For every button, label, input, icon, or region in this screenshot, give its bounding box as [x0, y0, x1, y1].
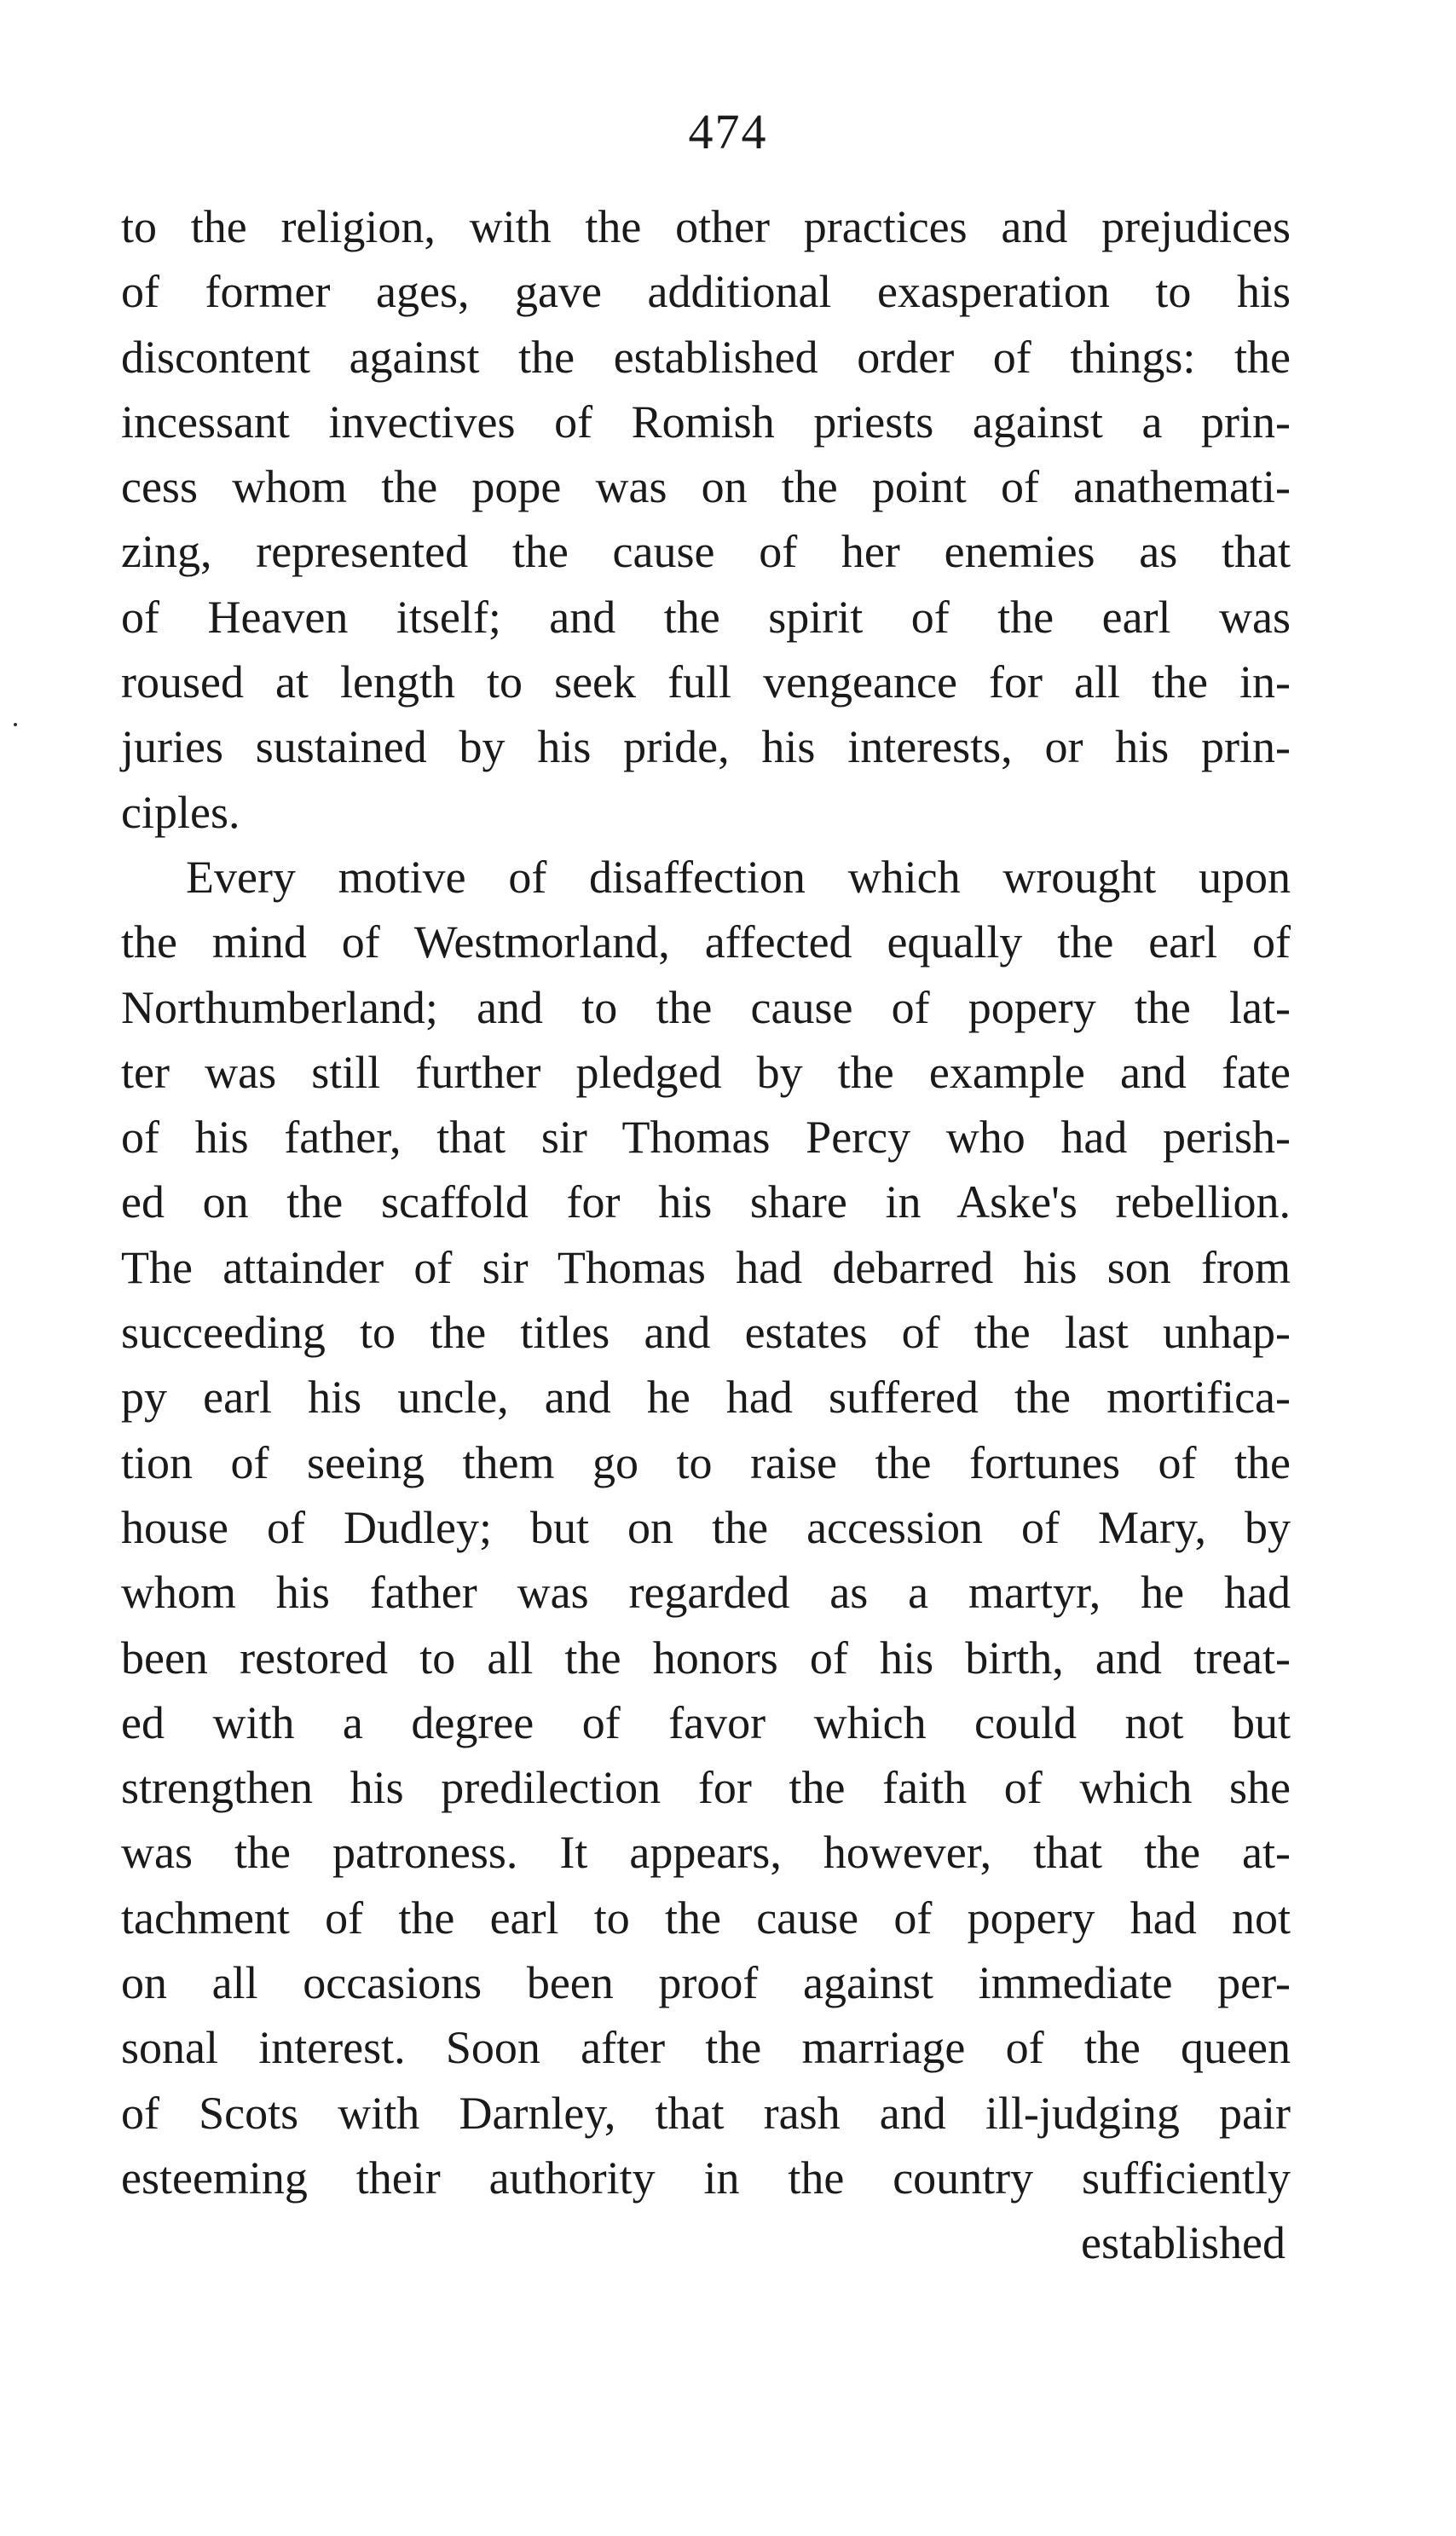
text-line: of Scots with Darnley, that rash and ill-judging pair — [121, 2087, 1291, 2139]
text-line: esteeming their authority in the country sufficiently — [121, 2152, 1291, 2204]
text-line: of Heaven itself; and the spirit of the earl was — [121, 591, 1291, 643]
text-line: the mind of Westmorland, affected equally the earl of — [121, 916, 1291, 968]
text-line: tion of seeing them go to raise the fortunes of the — [121, 1436, 1291, 1488]
text-line: ciples. — [121, 786, 240, 838]
text-line: roused at length to seek full vengeance for all the in- — [121, 656, 1291, 708]
text-line: zing, represented the cause of her enemies as that — [121, 526, 1291, 578]
text-line: tachment of the earl to the cause of popery had not — [121, 1892, 1291, 1944]
text-line: of his father, that sir Thomas Percy who had perish- — [121, 1112, 1291, 1164]
text-line: strengthen his predilection for the faith of which she — [121, 1762, 1291, 1814]
text-line: of former ages, gave additional exasperation to his — [121, 266, 1291, 318]
text-line: to the religion, with the other practices and prejudices — [121, 201, 1291, 252]
text-line: ed with a degree of favor which could not but — [121, 1696, 1291, 1748]
text-line: on all occasions been proof against immediate per- — [121, 1957, 1291, 2009]
body-text — [121, 194, 1291, 2276]
text-line: succeeding to the titles and estates of the last unhap- — [121, 1307, 1291, 1359]
text-line: house of Dudley; but on the accession of Mary, by — [121, 1501, 1291, 1553]
text-line: ter was still further pledged by the example and fate — [121, 1046, 1291, 1098]
text-line: juries sustained by his pride, his interests, or his prin- — [121, 721, 1291, 773]
text-line: py earl his uncle, and he had suffered the mortifica- — [121, 1372, 1291, 1424]
text-line: whom his father was regarded as a martyr, he had — [121, 1567, 1291, 1619]
text-line: The attainder of sir Thomas had debarred his son from — [121, 1241, 1291, 1293]
text-line: cess whom the pope was on the point of anathemati- — [121, 461, 1291, 513]
text-line: ed on the scaffold for his share in Aske's rebellion. — [121, 1176, 1291, 1228]
text-line: discontent against the established order of things: the — [121, 331, 1291, 383]
text-line: was the patroness. It appears, however, that the at- — [121, 1827, 1291, 1879]
paper-speck — [14, 723, 17, 726]
text-line: incessant invectives of Romish priests against a prin- — [121, 396, 1291, 448]
text-line: sonal interest. Soon after the marriage of the queen — [121, 2022, 1291, 2074]
text-line: Northumberland; and to the cause of popery the lat- — [121, 981, 1291, 1033]
catchword: established — [1081, 2217, 1286, 2269]
text-line: Every motive of disaffection which wrought upon — [186, 851, 1291, 903]
page-number: 474 — [688, 104, 768, 159]
text-line: been restored to all the honors of his birth, and treat- — [121, 1632, 1291, 1684]
